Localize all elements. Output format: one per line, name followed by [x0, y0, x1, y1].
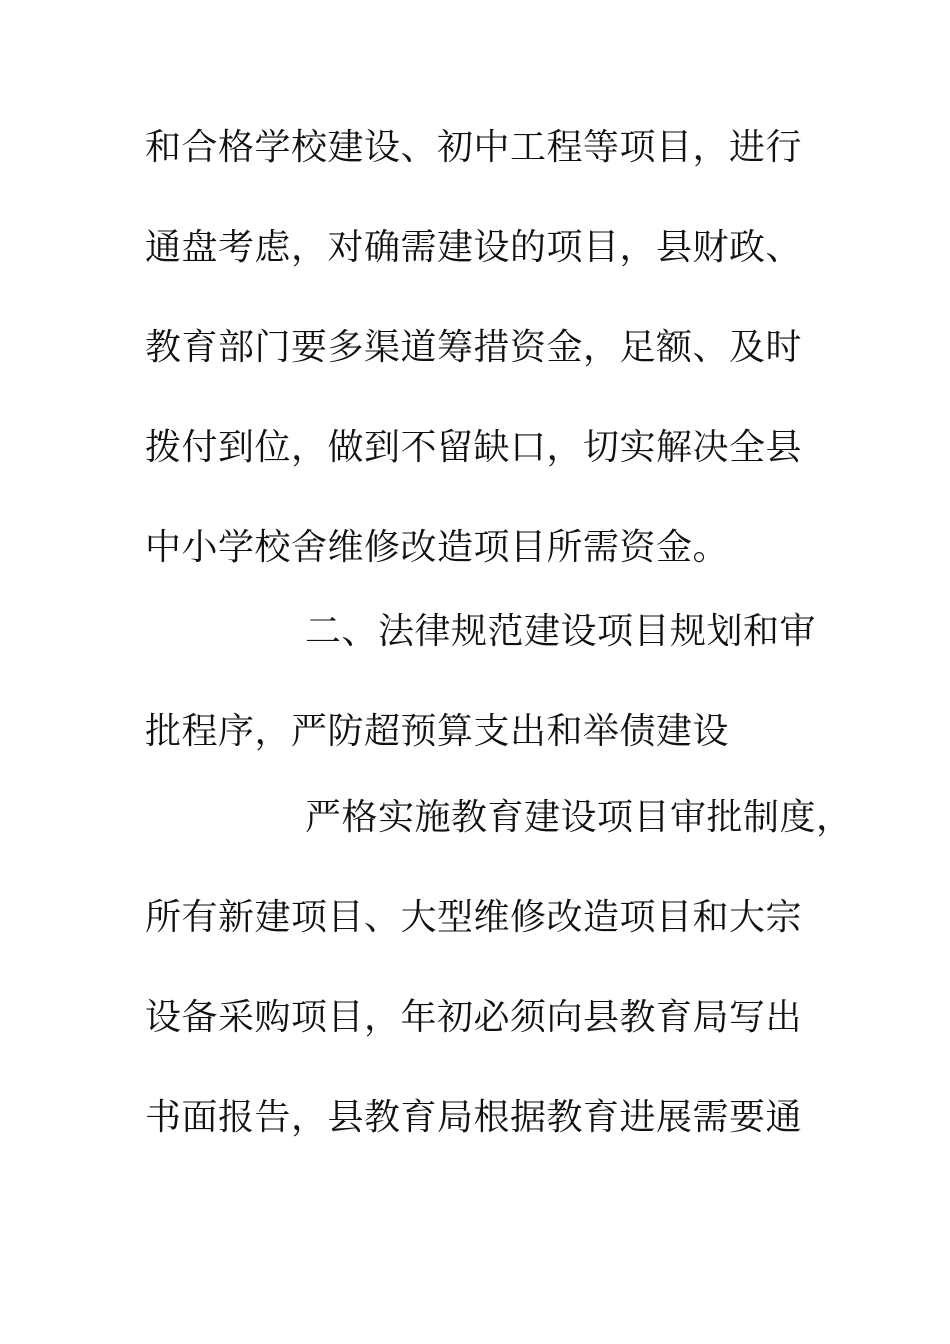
paragraph-first-line: 严格实施教育建设项目审批制度， [305, 797, 853, 838]
section-heading-continued: 批程序，严防超预算支出和举债建设 [145, 711, 730, 752]
text-line: 中小学校舍维修改造项目所需资金。 [145, 527, 730, 568]
text-line: 和合格学校建设、初中工程等项目，进行 [145, 127, 803, 168]
text-line: 通盘考虑，对确需建设的项目，县财政、 [145, 227, 803, 268]
text-line: 书面报告，县教育局根据教育进展需要通 [145, 1097, 803, 1138]
text-line: 设备采购项目，年初必须向县教育局写出 [145, 997, 803, 1038]
text-line: 所有新建项目、大型维修改造项目和大宗 [145, 897, 803, 938]
section-heading: 二、法律规范建设项目规划和审 [305, 611, 817, 652]
text-line: 拨付到位，做到不留缺口，切实解决全县 [145, 427, 803, 468]
text-line: 教育部门要多渠道筹措资金，足额、及时 [145, 327, 803, 368]
